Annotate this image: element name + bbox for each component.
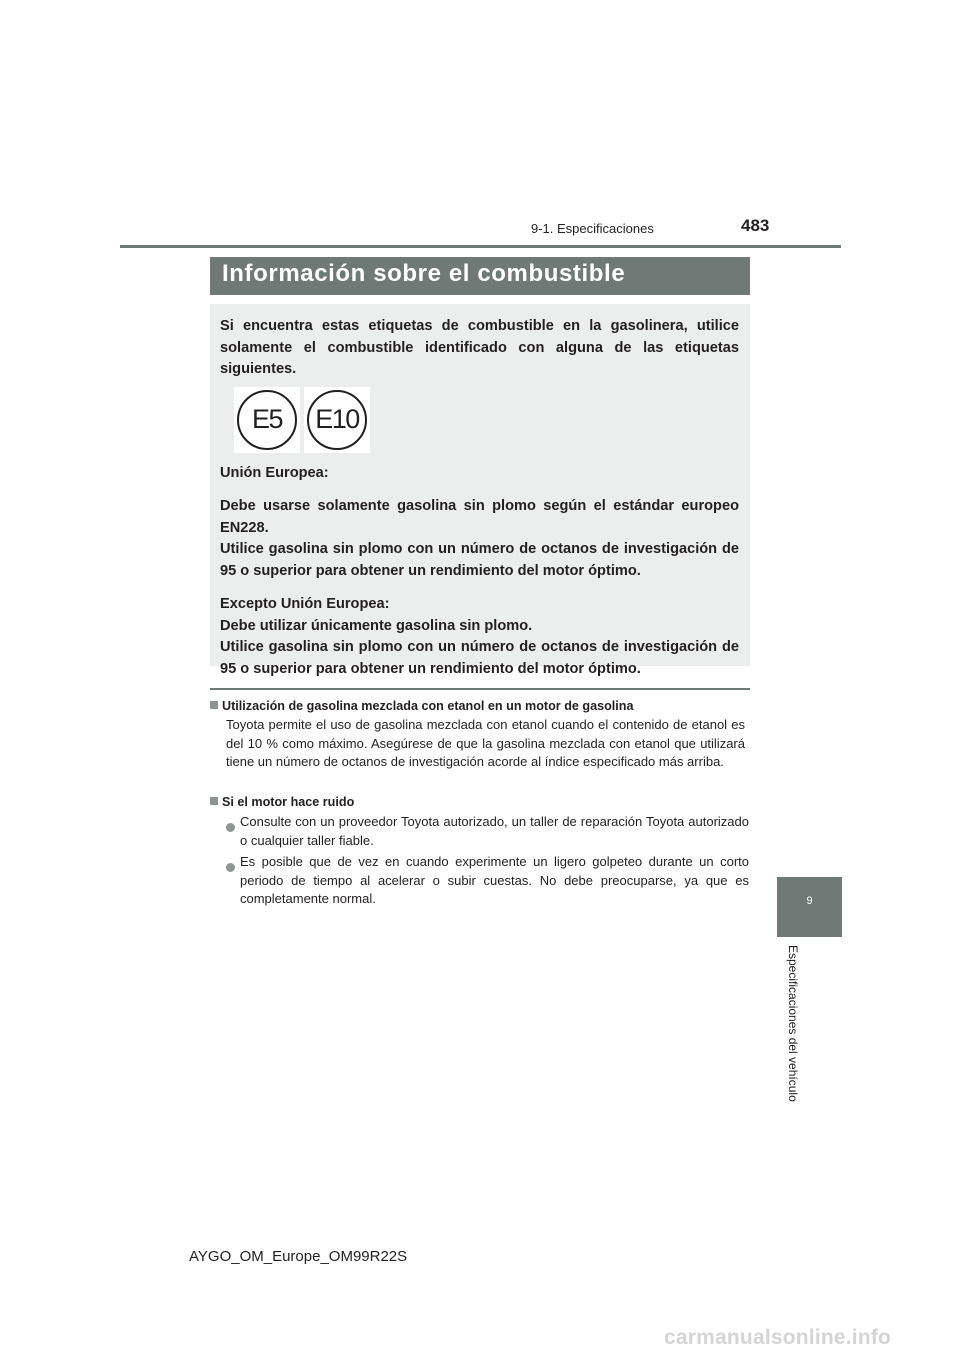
- watermark: carmanualsonline.info: [664, 1326, 892, 1349]
- non-eu-heading: Excepto Unión Europea:: [220, 596, 390, 612]
- fuel-label-e5-text: E5: [237, 390, 297, 450]
- page-title: Información sobre el combustible: [210, 257, 750, 295]
- round-bullet-icon: [226, 859, 235, 877]
- note-2-bullet-1: Consulte con un proveedor Toyota autorizado, un taller de reparación Toyota autorizado o cualquier taller fiable.: [240, 814, 749, 848]
- note-1-body: Toyota permite el uso de gasolina mezclada con etanol cuando el contenido de etanol es del 10 % como máximo. Asegúrese de que la gasolina mezclada con etanol que utilizará tiene un número de octanos de investigación acorde al índice especificado más arriba.: [226, 717, 745, 769]
- chapter-tab: 9: [777, 877, 842, 937]
- note-2-heading: [210, 793, 750, 812]
- square-bullet-icon: [210, 797, 218, 805]
- fuel-labels: [234, 387, 739, 453]
- note-1-heading-text: Utilización de gasolina mezclada con etanol en un motor de gasolina: [222, 699, 634, 713]
- eu-line-1: Debe usarse solamente gasolina sin plomo según el estándar europeo EN228.: [220, 498, 739, 536]
- fuel-info-box: [210, 304, 750, 677]
- fuel-label-e10-text: E10: [307, 390, 367, 450]
- fuel-label-e10: [304, 387, 370, 453]
- note-2-heading-text: Si el motor hace ruido: [222, 795, 355, 809]
- notes-divider: [210, 688, 750, 690]
- document-code: AYGO_OM_Europe_OM99R22S: [189, 1248, 408, 1265]
- round-bullet-icon: [226, 819, 235, 837]
- fuel-info-intro: Si encuentra estas etiquetas de combustible en la gasolinera, utilice solamente el combustible identificado con alguna de las etiquetas siguientes.: [220, 318, 739, 377]
- eu-heading: Unión Europea:: [220, 464, 329, 481]
- fuel-label-e5: [234, 387, 300, 453]
- non-eu-line-1: Debe utilizar únicamente gasolina sin plomo.: [220, 617, 533, 634]
- note-1-heading: [210, 697, 750, 716]
- page-number: 483: [741, 216, 770, 235]
- note-2-bullet-2: Es posible que de vez en cuando experimente un ligero golpeteo durante un corto periodo de tiempo al acelerar o subir cuestas. No debe preocuparse, ya que es completamente normal.: [240, 854, 749, 906]
- non-eu-line-2: Utilice gasolina sin plomo con un número de octanos de investigación de 95 o superior para obtener un rendimiento del motor óptimo.: [220, 639, 739, 677]
- eu-line-2: Utilice gasolina sin plomo con un número de octanos de investigación de 95 o superior para obtener un rendimiento del motor óptimo.: [220, 541, 739, 579]
- chapter-label: Especificaciones del vehículo: [786, 945, 800, 1102]
- square-bullet-icon: [210, 701, 218, 709]
- section-title: 9-1. Especificaciones: [531, 221, 654, 236]
- header-divider: [120, 245, 841, 248]
